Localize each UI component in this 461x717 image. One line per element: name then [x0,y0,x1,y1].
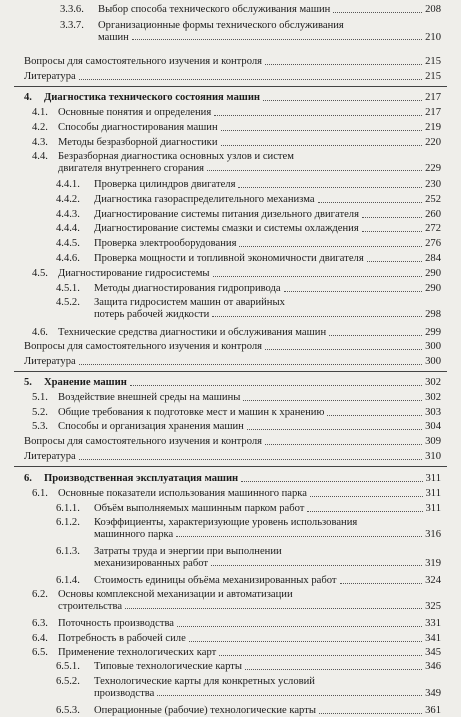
toc-page-number: 300 [425,341,441,352]
toc-entry[interactable] [24,661,441,673]
toc-entry-title: Коэффициенты, характеризующие уровень использования [94,517,358,528]
toc-page-number: 316 [425,528,441,540]
toc-entry[interactable] [24,546,441,569]
toc-entry-title: Потребность в рабочей силе [58,633,186,644]
toc-page-number: 311 [425,503,441,514]
toc-entry[interactable] [24,151,441,174]
toc-page-number: 300 [425,356,441,367]
toc-page-number: 229 [425,162,441,174]
toc-entry-title: Организационные формы технического обслуживания [98,20,344,31]
dot-leader [265,64,422,65]
dot-leader [132,39,422,40]
toc-page-number: 302 [425,377,441,388]
dot-leader [130,385,422,386]
toc-entry-number: 4.1. [32,107,48,118]
toc-entry[interactable] [24,137,441,149]
toc-page-number: 215 [425,71,441,82]
toc-entry-title: Применение технологических карт [58,647,217,658]
toc-entry-title: Проверка электрооборудования [94,238,237,249]
chapter-divider [14,466,447,467]
toc-entry[interactable] [24,575,441,587]
toc-entry-number: 6.5.2. [56,676,80,687]
toc-page-number: 217 [425,92,441,103]
toc-entry-title: Вопросы для самостоятельного изучения и контроля [24,341,263,352]
toc-entry-title: Способы и организация хранения машин [58,421,244,432]
toc-page-number: 290 [425,268,441,279]
toc-entry[interactable] [24,421,441,433]
dot-leader [221,130,422,131]
toc-page-number: 220 [425,137,441,148]
toc-page-number: 331 [425,618,441,629]
toc-entry[interactable] [24,407,441,419]
dot-leader [367,261,422,262]
toc-entry-number: 5.2. [32,407,48,418]
toc-page-number: 319 [425,557,441,569]
toc-entry-title: потерь рабочей жидкости [94,308,210,320]
toc-entry[interactable] [24,676,441,699]
toc-entry-title: Вопросы для самостоятельного изучения и контроля [24,436,263,447]
toc-entry[interactable] [24,107,441,119]
toc-entry-number: 4.4. [32,151,48,162]
dot-leader [319,713,422,714]
toc-entry[interactable] [24,705,441,717]
toc-entry-number: 6.1.1. [56,503,80,514]
toc-entry[interactable] [24,56,441,68]
toc-entry-title: Основные показатели использования машинного парка [58,488,307,499]
toc-entry-title: Стоимость единицы объёма механизированных работ [94,575,337,586]
toc-page-number: 311 [425,488,441,499]
toc-entry[interactable] [24,589,441,612]
toc-entry-number: 4.4.4. [56,223,80,234]
toc-chapter-entry[interactable] [24,377,441,389]
toc-page-number: 284 [425,253,441,264]
toc-entry[interactable] [24,194,441,206]
toc-entry-number: 6.1.2. [56,517,80,528]
toc-entry-title: Защита гидросистем машин от аварийных [94,297,285,308]
toc-page-number: 210 [425,31,441,43]
toc-entry[interactable] [24,451,441,463]
toc-page-number: 260 [425,209,441,220]
dot-leader [284,291,422,292]
toc-entry-number: 6.1.3. [56,546,80,557]
toc-entry[interactable] [24,488,441,500]
toc-page-number: 303 [425,407,441,418]
toc-page-number: 217 [425,107,441,118]
toc-entry-number: 4.4.2. [56,194,80,205]
toc-entry-title: двигателя внутреннего сгорания [58,162,205,174]
toc-entry-title: производства [94,687,155,699]
dot-leader [207,170,422,171]
toc-entry-title: Затраты труда и энергии при выполнении [94,546,282,557]
toc-entry-title: Литература [24,356,76,367]
toc-entry-title: Вопросы для самостоятельного изучения и контроля [24,56,263,67]
toc-entry-number: 4.4.1. [56,179,80,190]
toc-entry-number: 4.6. [32,327,48,338]
chapter-divider [14,86,447,87]
toc-entry[interactable] [24,223,441,235]
toc-entry[interactable] [24,647,441,659]
dot-leader [241,481,422,482]
toc-entry-number: 4.4.5. [56,238,80,249]
toc-entry[interactable] [24,503,441,515]
toc-chapter-entry[interactable] [24,92,441,104]
dot-leader [219,655,422,656]
toc-entry-number: 5.1. [32,392,48,403]
toc-page-number: 276 [425,238,441,249]
toc-entry-title: Технические средства диагностики и обслуживания машин [58,327,327,338]
dot-leader [340,583,423,584]
toc-entry-title: Безразборная диагностика основных узлов и систем [58,151,294,162]
toc-entry-title: Производственная эксплуатация машин [44,473,239,484]
dot-leader [157,695,422,696]
dot-leader [211,565,422,566]
toc-entry-number: 3.3.7. [60,20,84,31]
toc-entry[interactable] [24,633,441,645]
toc-entry-title: Методы диагностирования гидропривода [94,283,281,294]
toc-entry-number: 4.5.1. [56,283,80,294]
toc-entry-title: Диагностирование гидросистемы [58,268,210,279]
toc-entry[interactable] [24,297,441,320]
dot-leader [265,349,422,350]
toc-entry-title: Методы безразборной диагностики [58,137,218,148]
toc-entry-title: Литература [24,451,76,462]
dot-leader [318,202,423,203]
toc-entry-title: Проверка мощности и топливной экономичности двигателя [94,253,364,264]
dot-leader [327,415,422,416]
toc-page-number: 215 [425,56,441,67]
toc-page-number: 252 [425,194,441,205]
toc-entry[interactable] [24,71,441,83]
toc-entry-title: Диагностика технического состояния машин [44,92,261,103]
toc-entry[interactable] [24,341,441,353]
toc-page-number: 341 [425,633,441,644]
dot-leader [238,187,422,188]
toc-entry-title: Основные понятия и определения [58,107,212,118]
toc-entry-title: Технологические карты для конкретных условий [94,676,315,687]
toc-entry-title: Диагностирование системы смазки и системы охлаждения [94,223,359,234]
dot-leader [329,335,422,336]
toc-entry-title: Поточность производства [58,618,175,629]
dot-leader [247,429,422,430]
toc-entry-title: механизированных работ [94,557,209,569]
toc-entry-title: Диагностирование системы питания дизельного двигателя [94,209,359,220]
toc-page-number: 345 [425,647,441,658]
toc-entry[interactable] [24,356,441,368]
dot-leader [176,536,422,537]
toc-entry-number: 4.2. [32,122,48,133]
toc-page-number: 219 [425,122,441,133]
toc-entry-title: Объём выполняемых машинным парком работ [94,503,305,514]
toc-entry-title: Операционные (рабочие) технологические карты [94,705,316,716]
toc-page-number: 309 [425,436,441,447]
toc-entry-number: 4.3. [32,137,48,148]
toc-entry-number: 3.3.6. [60,4,84,15]
dot-leader [333,12,422,13]
toc-entry[interactable] [24,253,441,265]
toc-entry-number: 6.3. [32,618,48,629]
chapter-divider [14,371,447,372]
toc-entry[interactable] [24,268,441,280]
dot-leader [263,100,422,101]
toc-entry-title: Диагностика газораспределительного механизма [94,194,315,205]
toc-entry[interactable] [24,4,441,16]
dot-leader [245,669,422,670]
toc-page-number: 304 [425,421,441,432]
toc-chapter-entry[interactable] [24,473,441,485]
toc-entry[interactable] [24,209,441,221]
toc-entry-number: 5.3. [32,421,48,432]
dot-leader [214,115,422,116]
toc-entry-title: строительства [58,600,123,612]
dot-leader [362,217,422,218]
toc-entry-number: 5. [24,377,32,388]
toc-entry-number: 6. [24,473,32,484]
dot-leader [125,608,422,609]
toc-entry[interactable] [24,283,441,295]
toc-entry[interactable] [24,618,441,630]
dot-leader [79,459,422,460]
toc-page-number: 346 [425,661,441,672]
toc-entry-title: Способы диагностирования машин [58,122,218,133]
toc-entry-number: 6.1.4. [56,575,80,586]
toc-entry-number: 4.4.3. [56,209,80,220]
toc-entry[interactable] [24,517,441,540]
toc-entry-title: Типовые технологические карты [94,661,242,672]
toc-page-number: 298 [425,308,441,320]
toc-entry-number: 6.4. [32,633,48,644]
dot-leader [307,511,422,512]
toc-entry-number: 6.2. [32,589,48,600]
toc-entry[interactable] [24,327,441,339]
dot-leader [310,496,423,497]
dot-leader [212,316,422,317]
toc-entry-number: 4. [24,92,32,103]
toc-page-number: 324 [425,575,441,586]
toc-entry-number: 4.5.2. [56,297,80,308]
toc-entry-title: Основы комплексной механизации и автоматизации [58,589,293,600]
dot-leader [221,145,423,146]
toc-entry[interactable] [24,20,441,43]
toc-entry-number: 4.5. [32,268,48,279]
dot-leader [79,79,422,80]
dot-leader [79,364,422,365]
toc-entry-number: 4.4.6. [56,253,80,264]
toc-entry-number: 6.1. [32,488,48,499]
toc-entry-title: Литература [24,71,76,82]
toc-entry-title: Хранение машин [44,377,127,388]
toc-entry-title: Воздействие внешней среды на машины [58,392,241,403]
toc-page-number: 290 [425,283,441,294]
toc-page-number: 349 [425,687,441,699]
toc-page-number: 299 [425,327,441,338]
toc-page-number: 311 [425,473,441,484]
toc-page-number: 361 [425,705,441,716]
toc-entry[interactable] [24,179,441,191]
toc-entry-title: Проверка цилиндров двигателя [94,179,236,190]
toc-entry-number: 6.5. [32,647,48,658]
toc-entry-title: машинного парка [94,528,174,540]
toc-page-number: 230 [425,179,441,190]
toc-entry-number: 6.5.3. [56,705,80,716]
toc-page-number: 208 [425,4,441,15]
toc-entry[interactable] [24,392,441,404]
dot-leader [243,400,422,401]
toc-page-number: 272 [425,223,441,234]
toc-entry-title: машин [98,31,129,43]
toc-page-number: 325 [425,600,441,612]
dot-leader [213,276,423,277]
toc-entry-title: Выбор способа технического обслуживания машин [98,4,331,15]
dot-leader [362,231,422,232]
dot-leader [265,444,422,445]
toc-page-number: 302 [425,392,441,403]
toc-entry[interactable] [24,436,441,448]
dot-leader [189,641,422,642]
toc-page-number: 310 [425,451,441,462]
dot-leader [177,626,422,627]
dot-leader [239,246,422,247]
toc-entry-number: 6.5.1. [56,661,80,672]
toc-entry[interactable] [24,122,441,134]
toc-entry-title: Общие требования к подготовке мест и машин к хранению [58,407,325,418]
toc-entry[interactable] [24,238,441,250]
